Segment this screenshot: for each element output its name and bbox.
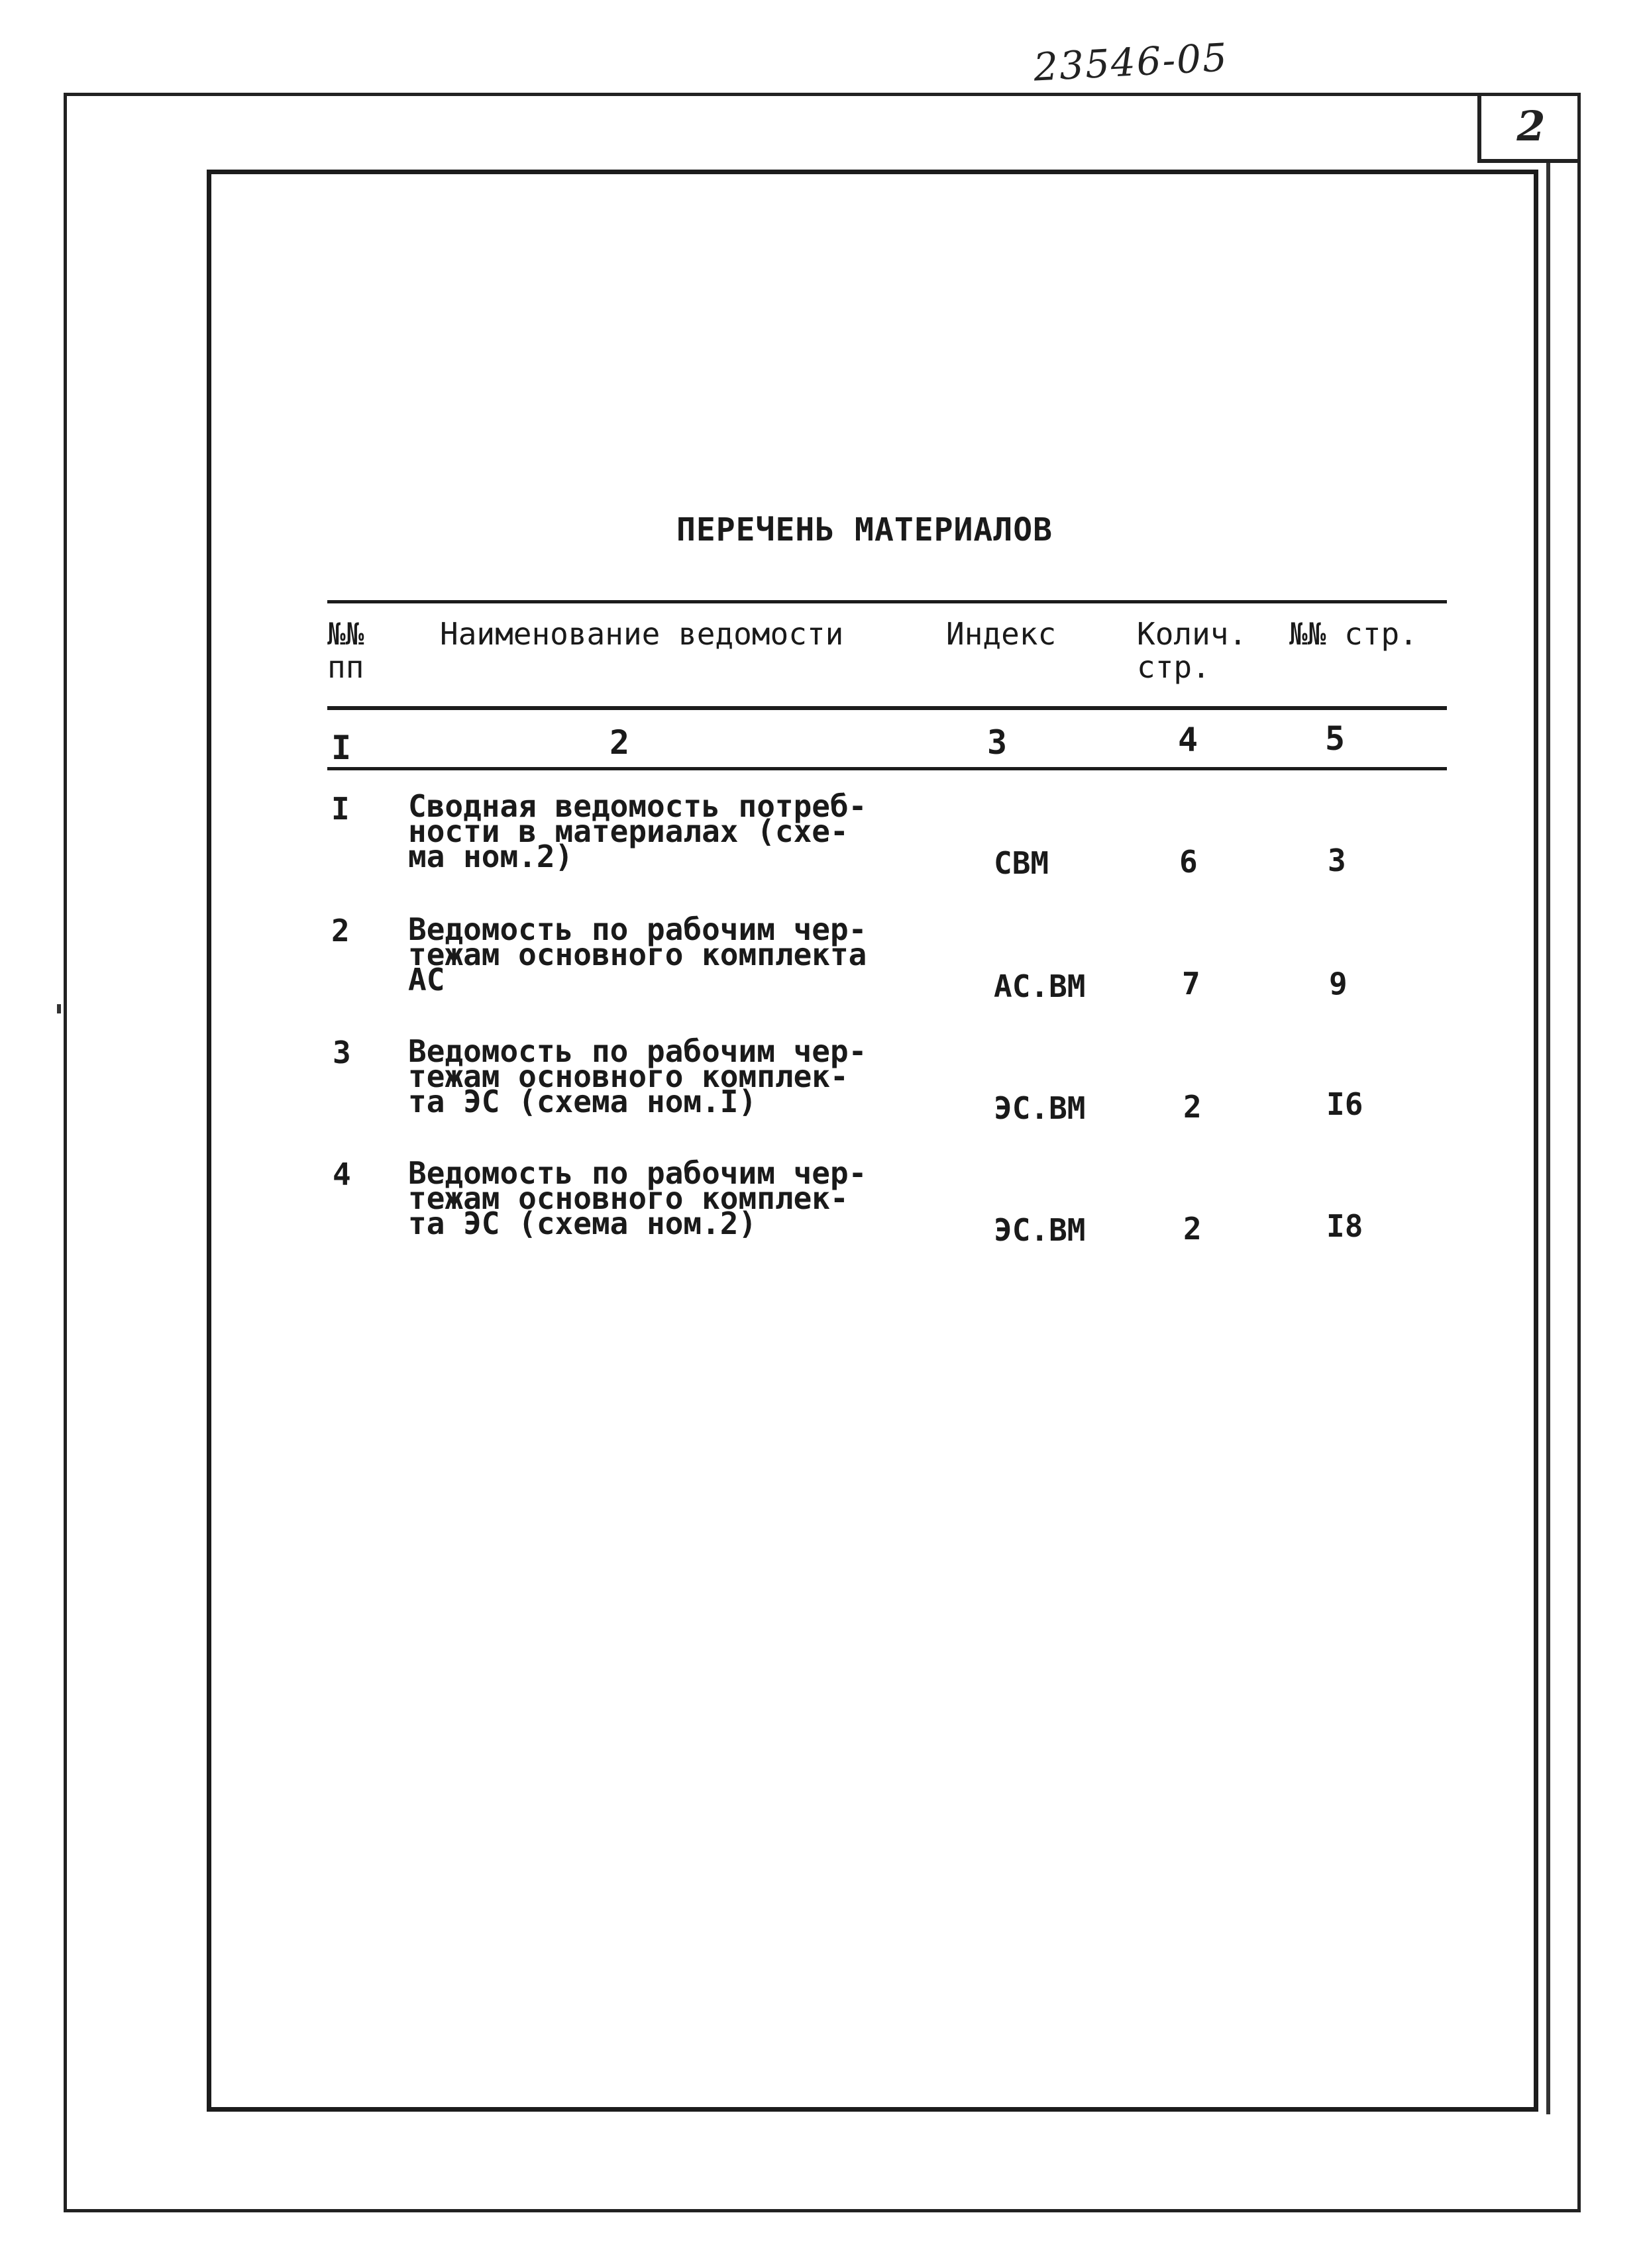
scan-mark	[57, 1004, 61, 1013]
row-page-nums: 9	[1329, 966, 1348, 1002]
row-index: АС.ВМ	[994, 968, 1086, 1004]
row-page-nums: I6	[1326, 1086, 1363, 1122]
row-name: Ведомость по рабочим чер- тежам основного комплек- та ЭС (схема ном.2)	[408, 1155, 867, 1241]
colnum-2: 2	[610, 723, 630, 762]
table-header-rule	[327, 706, 1447, 710]
sheet-number-box	[1477, 93, 1581, 163]
colnum-5: 5	[1325, 719, 1346, 758]
corner-document-code: 23546-05	[1032, 34, 1230, 90]
colnum-1: I	[331, 729, 352, 767]
row-num: 3	[333, 1035, 351, 1070]
row-pages: 6	[1179, 844, 1198, 880]
sheet-number: 2	[1516, 102, 1546, 150]
header-num: №№ пп	[327, 616, 364, 685]
row-pages: 2	[1183, 1211, 1202, 1247]
row-name: Сводная ведомость потреб- ности в материалах (схе- ма ном.2)	[408, 788, 867, 874]
row-num: 4	[333, 1157, 351, 1192]
row-num: I	[331, 791, 350, 827]
header-index: Индекс	[946, 616, 1057, 652]
colnum-4: 4	[1178, 721, 1198, 759]
row-index: ЭС.ВМ	[994, 1090, 1086, 1126]
row-pages: 7	[1182, 966, 1200, 1002]
row-index: СВМ	[994, 845, 1049, 881]
page-title: ПЕРЕЧЕНЬ МАТЕРИАЛОВ	[676, 511, 1053, 548]
row-index: ЭС.ВМ	[994, 1212, 1086, 1248]
header-page-nums: №№ стр.	[1289, 616, 1418, 652]
row-name: Ведомость по рабочим чер- тежам основного комплек- та ЭС (схема ном.I)	[408, 1033, 867, 1119]
row-name: Ведомость по рабочим чер- тежам основного комплекта АС	[408, 911, 867, 998]
colnum-3: 3	[987, 723, 1008, 762]
row-num: 2	[331, 913, 350, 949]
header-name: Наименование ведомости	[440, 616, 844, 652]
row-page-nums: 3	[1328, 843, 1346, 878]
row-page-nums: I8	[1326, 1208, 1363, 1244]
table-colnum-rule	[327, 767, 1447, 770]
table-top-rule	[327, 600, 1447, 603]
header-pages: Колич. стр.	[1137, 616, 1247, 685]
frame-right-rail	[1546, 163, 1550, 2114]
inner-frame	[207, 170, 1538, 2112]
row-pages: 2	[1183, 1089, 1202, 1125]
